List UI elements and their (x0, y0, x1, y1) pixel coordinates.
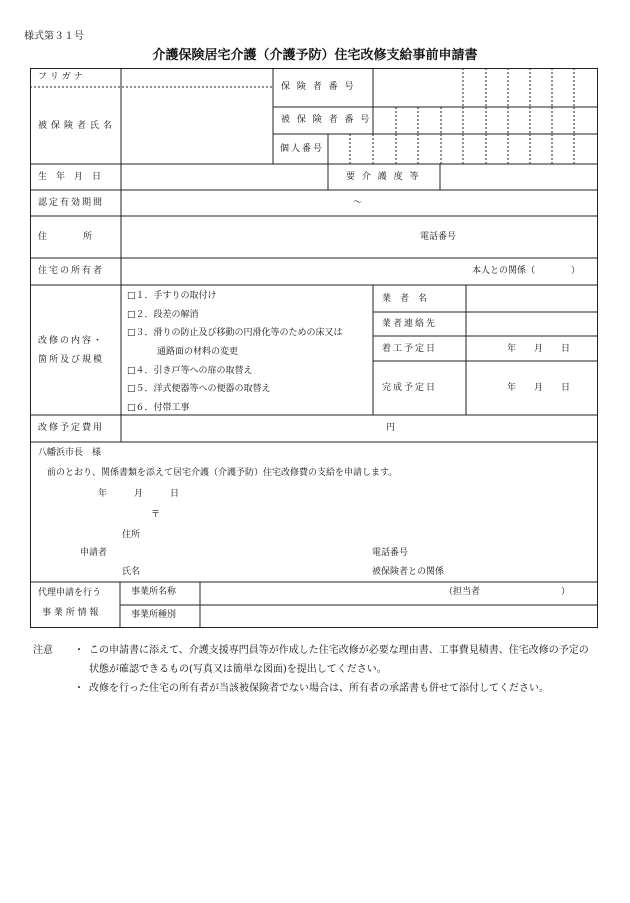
office-name-label: 事業所名称 (131, 587, 177, 597)
valid-period-label: 認定有効期間 (38, 198, 105, 208)
item-ancillary-work: □６．付帯工事 (127, 403, 190, 413)
care-level-label: 要 介 護 度 等 (346, 172, 421, 182)
note-item: この申請書に添えて、介護支援専門員等が作成した住宅改修が必要な理由書、工事費見積書、住宅改修の予定の状態が確認できるもの(写真又は簡単な図面)を提出してください。 (89, 645, 589, 675)
applicant-phone-label: 電話番号 (372, 548, 409, 558)
application-form-table (30, 68, 598, 628)
applicant-name-label: 氏名 (122, 567, 141, 577)
applicant-relation-label: 被保険者との関係 (372, 567, 445, 577)
application-statement: 前のとおり、関係書類を添えて居宅介護（介護予防）住宅改修費の支給を申請します。 (47, 468, 398, 478)
form-title: 介護保険居宅介護（介護予防）住宅改修支給事前申請書 (152, 48, 478, 63)
personal-number-label: 個人番号 (280, 144, 325, 154)
contractor-contact-label: 業者連絡先 (382, 319, 438, 329)
owner-label: 住宅の所有者 (38, 266, 105, 276)
form-number: 様式第３１号 (24, 31, 84, 42)
addressee: 八幡浜市長 様 (38, 448, 102, 458)
contractor-name-label: 業 者 名 (382, 294, 428, 304)
valid-period-separator: ～ (353, 198, 363, 208)
agent-label-2: 事 業 所 情 報 (42, 608, 99, 618)
relation-field: 本人との関係（ ） (472, 266, 581, 276)
cost-yen: 円 (386, 423, 396, 433)
office-type-label: 事業所種別 (131, 610, 177, 620)
birth-date-label: 生 年 月 日 (38, 172, 102, 182)
item-step-removal: □２．段差の解消 (127, 310, 199, 320)
agent-label-1: 代理申請を行う (38, 588, 102, 598)
start-date-label: 着工予定日 (382, 344, 438, 354)
insured-number-label: 被 保 険 者 番 号 (281, 115, 372, 125)
content-label-1: 改修の内容・ (38, 336, 105, 346)
note-bullet: ・ (74, 645, 84, 656)
address-label: 住 所 (38, 232, 93, 242)
phone-label: 電話番号 (420, 232, 457, 242)
item-handrail: □１．手すりの取付け (127, 291, 217, 301)
item-sliding-door: □４．引き戸等への扉の取替え (127, 366, 253, 376)
note-item: 改修を行った住宅の所有者が当該被保険者でない場合は、所有者の承諾書も併せて添付してください。 (89, 683, 549, 694)
postal-mark: 〒 (151, 510, 161, 520)
start-date-field: 年 月 日 (507, 344, 571, 354)
furigana-label: フ リ ガ ナ (38, 72, 83, 82)
item-floor-material: □３．滑りの防止及び移動の円滑化等のための床又は (127, 328, 343, 338)
contact-person-field: （担当者 ） (444, 587, 571, 597)
insured-name-label: 被保険者氏名 (38, 121, 117, 131)
applicant-address-label: 住所 (122, 530, 141, 540)
applicant-label: 申請者 (80, 548, 108, 558)
note-bullet: ・ (74, 683, 84, 694)
finish-date-label: 完成予定日 (382, 383, 438, 393)
cost-label: 改修予定費用 (38, 423, 105, 433)
notes-section (33, 641, 593, 698)
notes-label: 注意 (33, 645, 53, 656)
finish-date-field: 年 月 日 (507, 383, 571, 393)
insurer-number-label: 保 険 者 番 号 (281, 82, 356, 92)
application-date: 年 月 日 (98, 489, 180, 499)
item-western-toilet: □５．洋式便器等への便器の取替え (127, 384, 271, 394)
content-label-2: 箇所及び規模 (38, 355, 105, 365)
item-floor-material-cont: 通路面の材料の変更 (157, 347, 239, 357)
